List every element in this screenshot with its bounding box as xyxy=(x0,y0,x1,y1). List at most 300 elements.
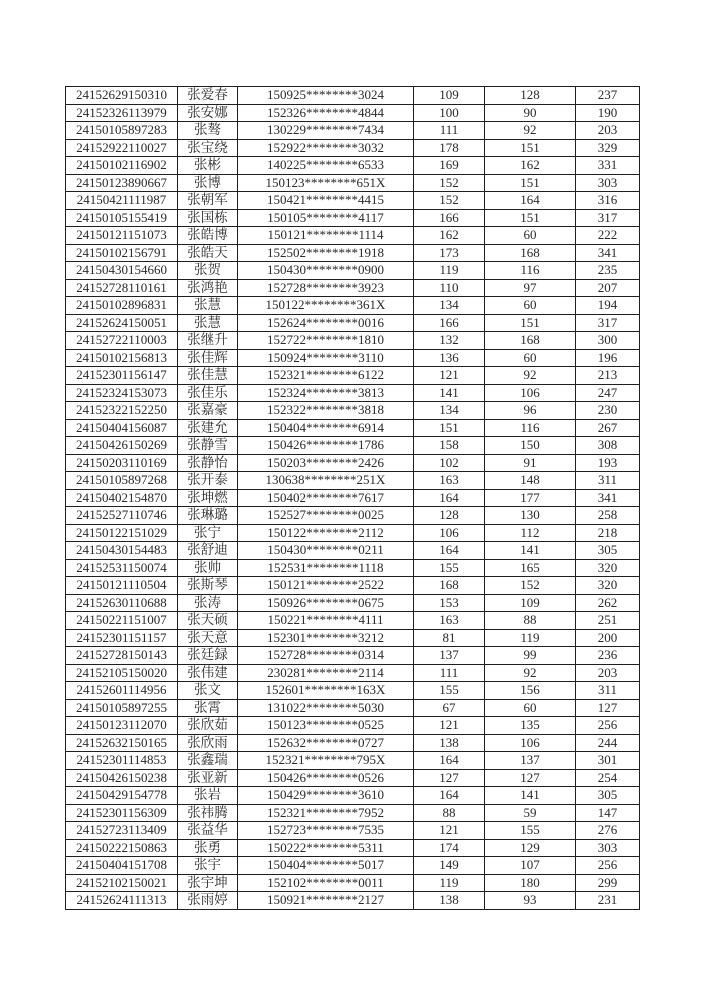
cell-regno: 24152728110161 xyxy=(66,279,178,297)
cell-score1: 136 xyxy=(414,349,485,367)
cell-regno: 24152624150051 xyxy=(66,314,178,332)
table-row xyxy=(66,769,640,787)
cell-idno: 150921********2127 xyxy=(238,892,414,910)
cell-score2: 151 xyxy=(485,174,576,192)
cell-total: 207 xyxy=(576,279,640,297)
cell-idno: 150221********4111 xyxy=(238,612,414,630)
cell-name: 张佳慧 xyxy=(178,367,238,385)
table-row xyxy=(66,752,640,770)
cell-total: 341 xyxy=(576,489,640,507)
table-row xyxy=(66,874,640,892)
cell-total: 147 xyxy=(576,804,640,822)
cell-score1: 111 xyxy=(414,122,485,140)
cell-score2: 112 xyxy=(485,524,576,542)
cell-total: 316 xyxy=(576,192,640,210)
cell-idno: 130638********251X xyxy=(238,472,414,490)
table-row xyxy=(66,87,640,105)
cell-regno: 24152301156147 xyxy=(66,367,178,385)
cell-score1: 127 xyxy=(414,769,485,787)
cell-total: 258 xyxy=(576,507,640,525)
cell-idno: 150429********3610 xyxy=(238,787,414,805)
table-row xyxy=(66,227,640,245)
table-row xyxy=(66,804,640,822)
table-row xyxy=(66,682,640,700)
cell-score1: 178 xyxy=(414,139,485,157)
cell-score2: 109 xyxy=(485,594,576,612)
cell-name: 张涛 xyxy=(178,594,238,612)
cell-idno: 152321********6122 xyxy=(238,367,414,385)
cell-name: 张静怡 xyxy=(178,454,238,472)
cell-score1: 173 xyxy=(414,244,485,262)
cell-regno: 24150122151029 xyxy=(66,524,178,542)
table-row xyxy=(66,122,640,140)
cell-score2: 137 xyxy=(485,752,576,770)
table-row xyxy=(66,787,640,805)
cell-score1: 164 xyxy=(414,787,485,805)
cell-score1: 152 xyxy=(414,192,485,210)
cell-total: 329 xyxy=(576,139,640,157)
cell-score2: 91 xyxy=(485,454,576,472)
cell-score2: 92 xyxy=(485,664,576,682)
table-row xyxy=(66,454,640,472)
cell-regno: 24150102156791 xyxy=(66,244,178,262)
cell-total: 230 xyxy=(576,402,640,420)
cell-score2: 88 xyxy=(485,612,576,630)
cell-name: 张益华 xyxy=(178,822,238,840)
cell-regno: 24150121110504 xyxy=(66,577,178,595)
cell-name: 张坤燃 xyxy=(178,489,238,507)
cell-score2: 150 xyxy=(485,437,576,455)
cell-name: 张安娜 xyxy=(178,104,238,122)
cell-score1: 100 xyxy=(414,104,485,122)
cell-total: 200 xyxy=(576,629,640,647)
cell-regno: 24152301151157 xyxy=(66,629,178,647)
cell-regno: 24150404156087 xyxy=(66,419,178,437)
cell-idno: 130229********7434 xyxy=(238,122,414,140)
cell-regno: 24150421111987 xyxy=(66,192,178,210)
table-row xyxy=(66,489,640,507)
cell-name: 张静雪 xyxy=(178,437,238,455)
cell-total: 267 xyxy=(576,419,640,437)
table-row xyxy=(66,157,640,175)
cell-total: 341 xyxy=(576,244,640,262)
cell-regno: 24150222150863 xyxy=(66,839,178,857)
cell-score2: 60 xyxy=(485,297,576,315)
table-row xyxy=(66,367,640,385)
cell-name: 张天硕 xyxy=(178,612,238,630)
table-row xyxy=(66,839,640,857)
cell-score1: 88 xyxy=(414,804,485,822)
table-row xyxy=(66,419,640,437)
cell-idno: 150121********2522 xyxy=(238,577,414,595)
cell-regno: 24152728150143 xyxy=(66,647,178,665)
cell-idno: 150925********3024 xyxy=(238,87,414,105)
cell-score2: 168 xyxy=(485,332,576,350)
cell-score2: 177 xyxy=(485,489,576,507)
cell-score2: 141 xyxy=(485,542,576,560)
cell-score1: 137 xyxy=(414,647,485,665)
cell-regno: 24152102150021 xyxy=(66,874,178,892)
table-row xyxy=(66,192,640,210)
cell-total: 256 xyxy=(576,717,640,735)
cell-score1: 128 xyxy=(414,507,485,525)
cell-score2: 148 xyxy=(485,472,576,490)
cell-regno: 24150203110169 xyxy=(66,454,178,472)
cell-idno: 150123********651X xyxy=(238,174,414,192)
table-row xyxy=(66,262,640,280)
cell-regno: 24152629150310 xyxy=(66,87,178,105)
table-row xyxy=(66,664,640,682)
cell-score2: 119 xyxy=(485,629,576,647)
cell-name: 张伟建 xyxy=(178,664,238,682)
cell-score2: 116 xyxy=(485,262,576,280)
cell-total: 276 xyxy=(576,822,640,840)
cell-score2: 116 xyxy=(485,419,576,437)
table-row xyxy=(66,629,640,647)
cell-total: 305 xyxy=(576,787,640,805)
cell-score2: 162 xyxy=(485,157,576,175)
cell-name: 张琳璐 xyxy=(178,507,238,525)
cell-score2: 165 xyxy=(485,559,576,577)
cell-regno: 24150102156813 xyxy=(66,349,178,367)
cell-name: 张宝绕 xyxy=(178,139,238,157)
cell-regno: 24152630110688 xyxy=(66,594,178,612)
cell-score1: 163 xyxy=(414,472,485,490)
table-row xyxy=(66,647,640,665)
cell-score2: 129 xyxy=(485,839,576,857)
cell-name: 张佳乐 xyxy=(178,384,238,402)
cell-score1: 155 xyxy=(414,559,485,577)
cell-name: 张天意 xyxy=(178,629,238,647)
cell-name: 张嘉豪 xyxy=(178,402,238,420)
cell-idno: 152922********3032 xyxy=(238,139,414,157)
cell-score1: 164 xyxy=(414,752,485,770)
cell-score2: 92 xyxy=(485,122,576,140)
cell-score1: 162 xyxy=(414,227,485,245)
cell-regno: 24152531150074 xyxy=(66,559,178,577)
table-row xyxy=(66,542,640,560)
cell-idno: 230281********2114 xyxy=(238,664,414,682)
cell-total: 317 xyxy=(576,314,640,332)
table-row xyxy=(66,559,640,577)
cell-name: 张继升 xyxy=(178,332,238,350)
cell-score1: 121 xyxy=(414,717,485,735)
cell-score2: 151 xyxy=(485,314,576,332)
cell-score2: 60 xyxy=(485,699,576,717)
cell-total: 311 xyxy=(576,472,640,490)
cell-regno: 24150102116902 xyxy=(66,157,178,175)
cell-idno: 150924********3110 xyxy=(238,349,414,367)
cell-idno: 152324********3813 xyxy=(238,384,414,402)
cell-regno: 24152301156309 xyxy=(66,804,178,822)
cell-total: 254 xyxy=(576,769,640,787)
table-row xyxy=(66,507,640,525)
table-row xyxy=(66,734,640,752)
cell-score1: 138 xyxy=(414,892,485,910)
cell-regno: 24150402154870 xyxy=(66,489,178,507)
cell-score2: 99 xyxy=(485,647,576,665)
cell-name: 张岩 xyxy=(178,787,238,805)
cell-name: 张帅 xyxy=(178,559,238,577)
cell-name: 张贺 xyxy=(178,262,238,280)
cell-idno: 152531********1118 xyxy=(238,559,414,577)
cell-score1: 119 xyxy=(414,262,485,280)
cell-total: 320 xyxy=(576,577,640,595)
cell-idno: 152322********3818 xyxy=(238,402,414,420)
cell-idno: 150122********361X xyxy=(238,297,414,315)
table-row xyxy=(66,857,640,875)
cell-score1: 149 xyxy=(414,857,485,875)
cell-name: 张亚新 xyxy=(178,769,238,787)
cell-regno: 24150430154660 xyxy=(66,262,178,280)
cell-total: 244 xyxy=(576,734,640,752)
table-row xyxy=(66,332,640,350)
cell-name: 张鸿艳 xyxy=(178,279,238,297)
cell-score1: 168 xyxy=(414,577,485,595)
cell-idno: 152723********7535 xyxy=(238,822,414,840)
cell-total: 237 xyxy=(576,87,640,105)
cell-score2: 93 xyxy=(485,892,576,910)
cell-name: 张宇 xyxy=(178,857,238,875)
cell-name: 张彬 xyxy=(178,157,238,175)
table-row xyxy=(66,209,640,227)
table-row xyxy=(66,349,640,367)
cell-score2: 151 xyxy=(485,209,576,227)
cell-score1: 174 xyxy=(414,839,485,857)
cell-idno: 152632********0727 xyxy=(238,734,414,752)
cell-score2: 97 xyxy=(485,279,576,297)
cell-score1: 110 xyxy=(414,279,485,297)
cell-name: 张开泰 xyxy=(178,472,238,490)
cell-idno: 152301********3212 xyxy=(238,629,414,647)
cell-name: 张国栋 xyxy=(178,209,238,227)
cell-total: 218 xyxy=(576,524,640,542)
cell-name: 张朝军 xyxy=(178,192,238,210)
table-row xyxy=(66,384,640,402)
cell-score2: 130 xyxy=(485,507,576,525)
cell-total: 311 xyxy=(576,682,640,700)
cell-regno: 24150105897283 xyxy=(66,122,178,140)
cell-idno: 150404********6914 xyxy=(238,419,414,437)
cell-score2: 168 xyxy=(485,244,576,262)
cell-idno: 150426********1786 xyxy=(238,437,414,455)
cell-score1: 109 xyxy=(414,87,485,105)
cell-total: 193 xyxy=(576,454,640,472)
cell-score2: 156 xyxy=(485,682,576,700)
cell-total: 127 xyxy=(576,699,640,717)
cell-name: 张祎腾 xyxy=(178,804,238,822)
cell-score1: 166 xyxy=(414,314,485,332)
cell-total: 194 xyxy=(576,297,640,315)
cell-total: 196 xyxy=(576,349,640,367)
cell-idno: 152326********4844 xyxy=(238,104,414,122)
cell-total: 231 xyxy=(576,892,640,910)
cell-idno: 152321********795X xyxy=(238,752,414,770)
cell-score1: 121 xyxy=(414,822,485,840)
cell-total: 222 xyxy=(576,227,640,245)
table-body xyxy=(66,87,640,910)
cell-idno: 150203********2426 xyxy=(238,454,414,472)
cell-score2: 151 xyxy=(485,139,576,157)
cell-score1: 121 xyxy=(414,367,485,385)
cell-idno: 152601********163X xyxy=(238,682,414,700)
cell-total: 203 xyxy=(576,122,640,140)
cell-score2: 59 xyxy=(485,804,576,822)
table-row xyxy=(66,472,640,490)
cell-regno: 24150404151708 xyxy=(66,857,178,875)
cell-idno: 140225********6533 xyxy=(238,157,414,175)
cell-total: 262 xyxy=(576,594,640,612)
cell-score1: 134 xyxy=(414,402,485,420)
cell-total: 299 xyxy=(576,874,640,892)
cell-name: 张霄 xyxy=(178,699,238,717)
cell-regno: 24152324153073 xyxy=(66,384,178,402)
cell-name: 张宇坤 xyxy=(178,874,238,892)
cell-name: 张廷録 xyxy=(178,647,238,665)
cell-name: 张勇 xyxy=(178,839,238,857)
cell-score2: 106 xyxy=(485,384,576,402)
cell-regno: 24150102896831 xyxy=(66,297,178,315)
table-row xyxy=(66,139,640,157)
cell-total: 235 xyxy=(576,262,640,280)
cell-idno: 150402********7617 xyxy=(238,489,414,507)
cell-idno: 150430********0211 xyxy=(238,542,414,560)
cell-score1: 158 xyxy=(414,437,485,455)
cell-idno: 150430********0900 xyxy=(238,262,414,280)
cell-idno: 152527********0025 xyxy=(238,507,414,525)
cell-total: 308 xyxy=(576,437,640,455)
table-row xyxy=(66,437,640,455)
cell-total: 247 xyxy=(576,384,640,402)
cell-regno: 24150221151007 xyxy=(66,612,178,630)
cell-idno: 152624********0016 xyxy=(238,314,414,332)
cell-score1: 138 xyxy=(414,734,485,752)
cell-score1: 166 xyxy=(414,209,485,227)
cell-idno: 150123********0525 xyxy=(238,717,414,735)
cell-score2: 92 xyxy=(485,367,576,385)
table-row xyxy=(66,892,640,910)
table-row xyxy=(66,244,640,262)
cell-idno: 150926********0675 xyxy=(238,594,414,612)
cell-regno: 24150105897255 xyxy=(66,699,178,717)
cell-name: 张欣茹 xyxy=(178,717,238,735)
table-row xyxy=(66,402,640,420)
cell-score1: 152 xyxy=(414,174,485,192)
cell-score2: 106 xyxy=(485,734,576,752)
cell-regno: 24152105150020 xyxy=(66,664,178,682)
cell-regno: 24150105897268 xyxy=(66,472,178,490)
cell-name: 张欣雨 xyxy=(178,734,238,752)
cell-regno: 24152922110027 xyxy=(66,139,178,157)
cell-name: 张舒迪 xyxy=(178,542,238,560)
cell-idno: 150105********4117 xyxy=(238,209,414,227)
cell-total: 236 xyxy=(576,647,640,665)
cell-regno: 24150121151073 xyxy=(66,227,178,245)
score-table xyxy=(65,86,640,910)
cell-total: 301 xyxy=(576,752,640,770)
cell-score2: 60 xyxy=(485,349,576,367)
cell-name: 张爱春 xyxy=(178,87,238,105)
cell-idno: 152728********0314 xyxy=(238,647,414,665)
cell-score1: 153 xyxy=(414,594,485,612)
cell-regno: 24152326113979 xyxy=(66,104,178,122)
cell-regno: 24150426150238 xyxy=(66,769,178,787)
cell-name: 张皓天 xyxy=(178,244,238,262)
cell-total: 190 xyxy=(576,104,640,122)
table-row xyxy=(66,699,640,717)
table-row xyxy=(66,594,640,612)
cell-total: 305 xyxy=(576,542,640,560)
cell-idno: 152102********0011 xyxy=(238,874,414,892)
cell-score1: 111 xyxy=(414,664,485,682)
cell-idno: 150426********0526 xyxy=(238,769,414,787)
cell-score1: 134 xyxy=(414,297,485,315)
cell-regno: 24150123890667 xyxy=(66,174,178,192)
cell-score2: 180 xyxy=(485,874,576,892)
cell-name: 张皓博 xyxy=(178,227,238,245)
cell-name: 张骜 xyxy=(178,122,238,140)
cell-score1: 119 xyxy=(414,874,485,892)
cell-score2: 96 xyxy=(485,402,576,420)
cell-idno: 150222********5311 xyxy=(238,839,414,857)
cell-regno: 24152527110746 xyxy=(66,507,178,525)
table-row xyxy=(66,279,640,297)
cell-score1: 164 xyxy=(414,542,485,560)
table-row xyxy=(66,104,640,122)
cell-idno: 152502********1918 xyxy=(238,244,414,262)
cell-regno: 24150105155419 xyxy=(66,209,178,227)
cell-total: 320 xyxy=(576,559,640,577)
table-row xyxy=(66,577,640,595)
cell-name: 张建允 xyxy=(178,419,238,437)
cell-score1: 67 xyxy=(414,699,485,717)
cell-regno: 24152601114956 xyxy=(66,682,178,700)
cell-idno: 152722********1810 xyxy=(238,332,414,350)
cell-regno: 24150429154778 xyxy=(66,787,178,805)
table-row xyxy=(66,314,640,332)
table-row xyxy=(66,612,640,630)
cell-name: 张慧 xyxy=(178,314,238,332)
cell-total: 317 xyxy=(576,209,640,227)
cell-regno: 24152722110003 xyxy=(66,332,178,350)
cell-score2: 60 xyxy=(485,227,576,245)
cell-total: 331 xyxy=(576,157,640,175)
cell-score1: 155 xyxy=(414,682,485,700)
cell-regno: 24152301114853 xyxy=(66,752,178,770)
cell-total: 300 xyxy=(576,332,640,350)
cell-regno: 24152632150165 xyxy=(66,734,178,752)
cell-regno: 24152624111313 xyxy=(66,892,178,910)
cell-idno: 152321********7952 xyxy=(238,804,414,822)
cell-idno: 131022********5030 xyxy=(238,699,414,717)
cell-score2: 164 xyxy=(485,192,576,210)
table-row xyxy=(66,524,640,542)
cell-total: 213 xyxy=(576,367,640,385)
cell-score2: 135 xyxy=(485,717,576,735)
cell-name: 张鑫瑞 xyxy=(178,752,238,770)
table-row xyxy=(66,717,640,735)
cell-score2: 128 xyxy=(485,87,576,105)
cell-name: 张博 xyxy=(178,174,238,192)
cell-idno: 150121********1114 xyxy=(238,227,414,245)
cell-name: 张文 xyxy=(178,682,238,700)
cell-regno: 24152322152250 xyxy=(66,402,178,420)
cell-regno: 24150426150269 xyxy=(66,437,178,455)
cell-score1: 106 xyxy=(414,524,485,542)
cell-regno: 24150430154483 xyxy=(66,542,178,560)
cell-total: 203 xyxy=(576,664,640,682)
cell-total: 303 xyxy=(576,174,640,192)
